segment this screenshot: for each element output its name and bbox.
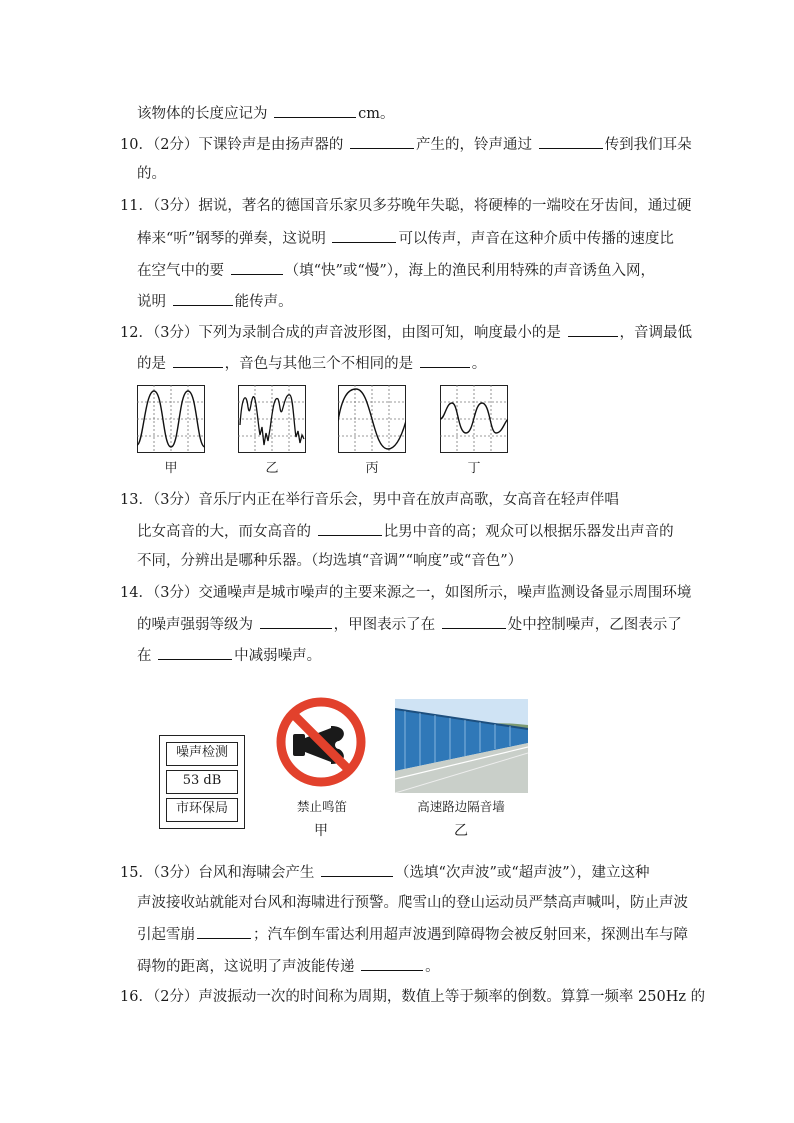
q12-text: 的是 [137, 356, 166, 372]
q14-text: 中减弱噪声。 [234, 648, 322, 664]
answer-blank[interactable] [274, 103, 356, 118]
q13-line3: 不同，分辨出是哪种乐器。（均选填“音调”“响度”或“音色”） [137, 553, 523, 569]
q15-text: 。 [425, 959, 440, 975]
monitor-reading: 53 dB [166, 770, 238, 794]
q15-line1 [120, 862, 649, 883]
answer-blank[interactable] [332, 228, 396, 243]
answer-blank[interactable] [420, 353, 470, 368]
q10-text: 传到我们耳朵 [604, 137, 692, 153]
q15-text: （选填“次声波”或“超声波”），建立这种 [395, 865, 650, 881]
q10-line2: 的。 [137, 166, 166, 182]
q15-line2: 声波接收站就能对台风和海啸进行预警。爬雪山的登山运动员严禁高声喊叫，防止声波 [137, 895, 688, 911]
answer-blank[interactable] [260, 614, 332, 629]
waveform-label-yi: 乙 [265, 461, 279, 476]
q11-text: 可以传声，声音在这种介质中传播的速度比 [398, 231, 674, 247]
q14-line2 [137, 614, 682, 635]
q14-text: 在 [137, 648, 152, 664]
q12-text: ，音调最低 [619, 325, 693, 341]
q13-text: 比女高音的大，而女高音的 [137, 524, 311, 540]
answer-blank[interactable] [318, 521, 382, 536]
answer-blank[interactable] [173, 353, 223, 368]
q12-text: ，音色与其他三个不相同的是 [224, 356, 414, 372]
q16-line1: 16．（2分）声波振动一次的时间称为周期，数值上等于频率的倒数。算算一频率 250Hz 的 [120, 989, 706, 1005]
monitor-agency: 市环保局 [166, 798, 238, 822]
q10-line1 [120, 134, 692, 155]
answer-blank[interactable] [350, 134, 414, 149]
q15-text: 引起雪崩 [137, 927, 195, 943]
q11-text: 在空气中的要 [137, 263, 224, 279]
q10-text: 10．（2分）下课铃声是由扬声器的 [120, 137, 344, 153]
q13-line2 [137, 521, 674, 542]
q12-line2 [137, 353, 486, 374]
q12-text: 。 [471, 356, 487, 372]
q9-line [137, 103, 394, 124]
waveform-label-bing: 丙 [365, 461, 379, 476]
monitor-title: 噪声检测 [166, 742, 238, 766]
q15-text: 15．（3分）台风和海啸会产生 [120, 865, 315, 881]
q11-text: 能传声。 [234, 294, 293, 310]
q12-text: 12．（3分）下列为录制合成的声音波形图，由图可知，响度最小的是 [120, 325, 561, 341]
q9-text: 该物体的长度应记为 [137, 106, 268, 122]
q11-text: 棒来“听”钢琴的弹奏，这说明 [137, 231, 326, 247]
wall-caption: 高速路边隔音墙 [417, 799, 505, 814]
waveform-label-jia: 甲 [164, 461, 178, 476]
q12-line1 [120, 322, 692, 343]
q10-text: 产生的，铃声通过 [416, 137, 533, 153]
sign-caption: 禁止鸣笛 [296, 799, 347, 814]
q13-line1: 13．（3分）音乐厅内正在举行音乐会，男中音在放声高歌，女高音在轻声伴唱 [120, 492, 619, 508]
waveform-label-ding: 丁 [467, 461, 481, 476]
q9-unit: cm。 [358, 106, 395, 122]
answer-blank[interactable] [173, 291, 233, 306]
answer-blank[interactable] [361, 956, 423, 971]
q11-text: 说明 [137, 294, 166, 310]
q15-text: 碍物的距离，这说明了声波能传递 [137, 959, 355, 975]
no-honking-sign-icon [275, 696, 367, 788]
q14-line1: 14．（3分）交通噪声是城市噪声的主要来源之一，如图所示，噪声监测设备显示周围环境 [120, 585, 692, 601]
answer-blank[interactable] [442, 614, 506, 629]
answer-blank[interactable] [158, 645, 232, 660]
waveform-ding [440, 385, 508, 453]
figure-label-jia: 甲 [314, 823, 328, 839]
answer-blank[interactable] [321, 862, 393, 877]
answer-blank[interactable] [231, 260, 283, 275]
q15-text: ；汽车倒车雷达利用超声波遇到障碍物会被反射回来，探测出车与障 [253, 927, 688, 943]
noise-monitor-panel [159, 735, 245, 829]
q14-text: ，甲图表示了在 [333, 617, 436, 633]
q14-text: 的噪声强弱等级为 [137, 617, 253, 633]
figure-label-yi: 乙 [454, 823, 468, 839]
q14-text: 处中控制噪声，乙图表示了 [507, 617, 682, 633]
q13-text: 比男中音的高；观众可以根据乐器发出声音的 [383, 524, 674, 540]
q11-line1: 11．（3分）据说，著名的德国音乐家贝多芬晚年失聪，将硬棒的一端咬在牙齿间，通过硬 [120, 198, 692, 214]
q11-text: （填“快”或“慢”），海上的渔民利用特殊的声音诱鱼入网， [284, 263, 656, 279]
waveform-bing [338, 385, 406, 453]
q15-line4 [137, 956, 440, 977]
answer-blank[interactable] [568, 322, 618, 337]
q14-line3 [137, 645, 321, 666]
waveform-jia [137, 385, 205, 453]
q11-line2 [137, 228, 674, 249]
q11-line3 [137, 260, 655, 281]
sound-barrier-wall-image [395, 699, 528, 793]
q11-line4 [137, 291, 293, 312]
answer-blank[interactable] [197, 924, 251, 939]
waveform-yi [238, 385, 306, 453]
q15-line3 [137, 924, 688, 945]
answer-blank[interactable] [539, 134, 603, 149]
